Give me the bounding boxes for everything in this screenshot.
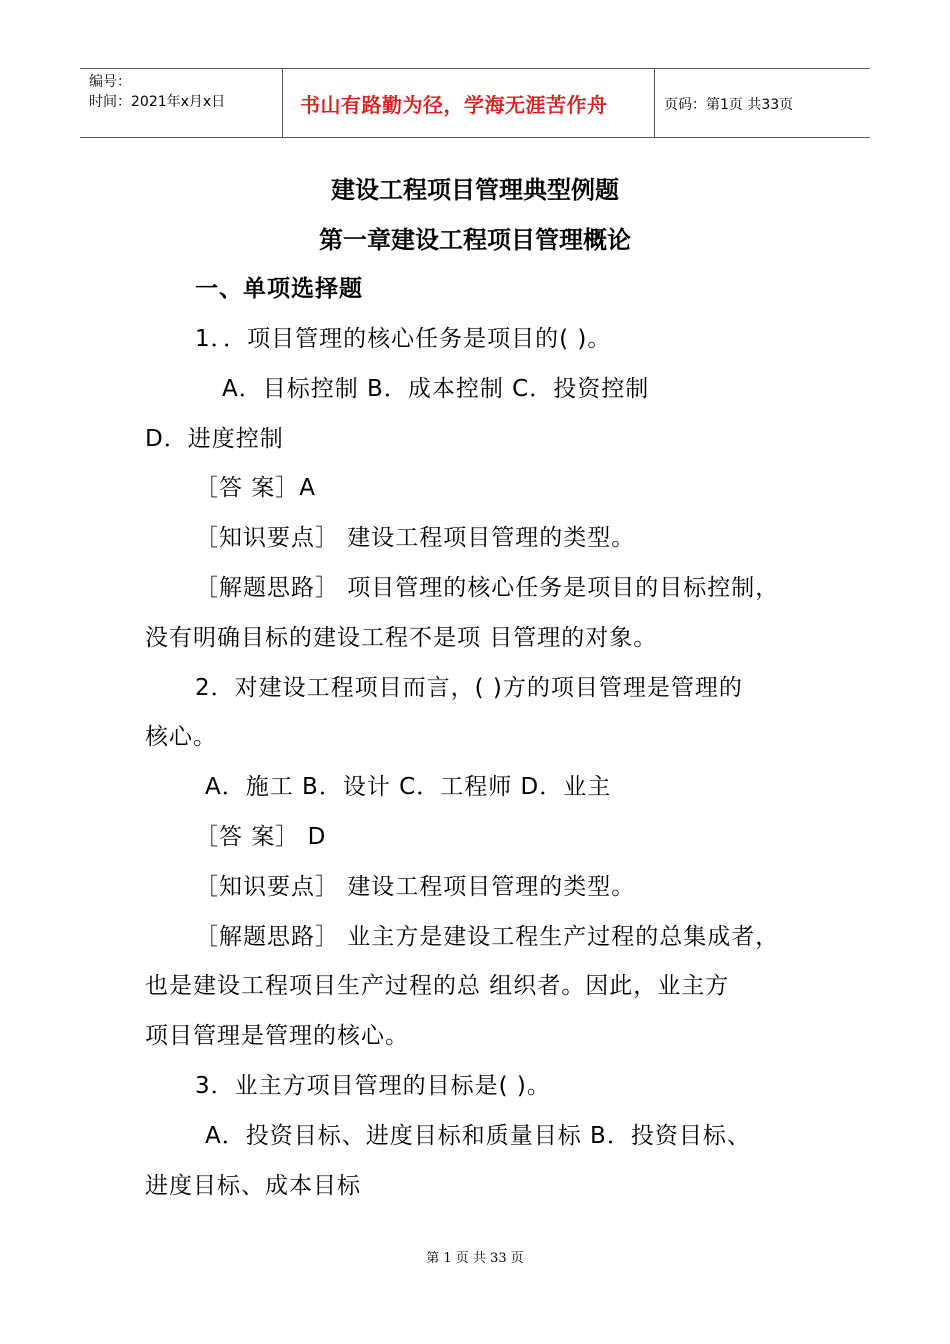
page-footer: 第 1 页 共 33 页	[426, 1251, 524, 1266]
question-1: 1．．项目管理的核心任务是项目的( )。	[195, 326, 612, 352]
answer-2: ［答 案］ D	[195, 824, 327, 850]
question-3-options: A．投资目标、进度目标和质量目标 B．投资目标、	[205, 1123, 751, 1149]
section-heading: 一、单项选择题	[195, 276, 363, 302]
question-2: 2．对建设工程项目而言，( )方的项目管理是管理的	[195, 675, 743, 701]
solution-2: ［解题思路］ 业主方是建设工程生产过程的总集成者，	[195, 924, 780, 950]
question-3-options-cont: 进度目标、成本目标	[145, 1173, 361, 1199]
header-meta-cell	[80, 69, 283, 137]
document-header	[80, 68, 870, 138]
question-3: 3．业主方项目管理的目标是( )。	[195, 1073, 551, 1099]
document-title: 建设工程项目管理典型例题	[331, 176, 619, 204]
question-2-cont: 核心。	[145, 724, 217, 750]
time-label: 时间：2021年x月x日	[89, 94, 226, 110]
number-label: 编号：	[89, 74, 131, 90]
solution-2-cont-2: 项目管理是管理的核心。	[145, 1023, 409, 1049]
motto-text: 书山有路勤为径，学海无涯苦作舟	[300, 93, 608, 117]
solution-1-cont: 没有明确目标的建设工程不是项 目管理的对象。	[145, 625, 658, 651]
solution-2-cont: 也是建设工程项目生产过程的总 组织者。因此，业主方	[145, 973, 730, 999]
question-2-options: A．施工 B．设计 C．工程师 D．业主	[205, 774, 612, 800]
question-1-options: A．目标控制 B．成本控制 C．投资控制	[222, 376, 650, 402]
page-info: 页码：第1页 共33页	[664, 97, 794, 113]
question-1-options-cont: D．进度控制	[145, 426, 284, 452]
solution-1: ［解题思路］ 项目管理的核心任务是项目的目标控制，	[195, 575, 780, 601]
answer-1: ［答 案］A	[195, 475, 317, 501]
header-motto-cell	[282, 69, 655, 137]
header-page-cell	[655, 69, 870, 137]
chapter-title: 第一章建设工程项目管理概论	[319, 226, 631, 254]
knowledge-point-1: ［知识要点］ 建设工程项目管理的类型。	[195, 525, 636, 551]
knowledge-point-2: ［知识要点］ 建设工程项目管理的类型。	[195, 874, 636, 900]
